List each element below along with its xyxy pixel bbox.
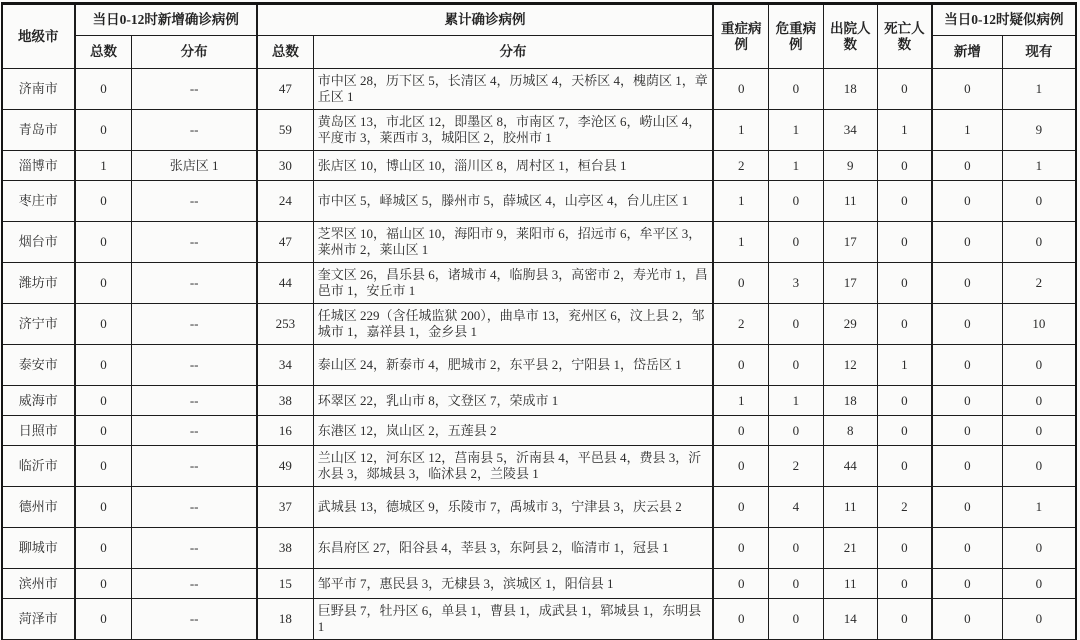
cell-cumulative-distribution: 环翠区 22，乳山市 8，文登区 7，荣成市 1 [313, 386, 713, 416]
cell-cumulative-total: 38 [257, 386, 313, 416]
cell-new-total: 0 [75, 569, 132, 599]
header-new-dist: 分布 [132, 36, 257, 69]
cell-cumulative-total: 24 [257, 181, 313, 222]
cell-new-total: 0 [75, 222, 132, 263]
cell-suspected-existing: 10 [1002, 304, 1076, 345]
cell-city: 烟台市 [2, 222, 75, 263]
header-cum-total: 总数 [257, 36, 313, 69]
header-severe: 重症病例 [713, 4, 768, 69]
cell-suspected-new: 0 [932, 528, 1003, 569]
cell-suspected-new: 0 [932, 181, 1003, 222]
cell-suspected-existing: 1 [1002, 69, 1076, 110]
table-row [2, 110, 1076, 151]
cell-deaths: 0 [877, 263, 931, 304]
cell-new-total: 0 [75, 69, 132, 110]
cell-critical: 1 [769, 386, 823, 416]
cell-deaths: 0 [877, 416, 931, 446]
cell-critical: 0 [769, 222, 823, 263]
cell-cumulative-distribution: 奎文区 26，昌乐县 6，诸城市 4，临朐县 3，高密市 2，寿光市 1，昌邑市 1，安丘市 1 [313, 263, 713, 304]
header-suspected-new: 新增 [932, 36, 1003, 69]
cell-deaths: 0 [877, 446, 931, 487]
cell-severe: 0 [713, 446, 768, 487]
cell-cumulative-total: 253 [257, 304, 313, 345]
cell-suspected-new: 0 [932, 151, 1003, 181]
cell-city: 日照市 [2, 416, 75, 446]
header-city: 地级市 [2, 4, 75, 69]
cell-suspected-existing: 1 [1002, 487, 1076, 528]
cell-city: 济南市 [2, 69, 75, 110]
cell-cumulative-total: 15 [257, 569, 313, 599]
cell-cumulative-distribution: 市中区 5，峄城区 5，滕州市 5，薛城区 4，山亭区 4，台儿庄区 1 [313, 181, 713, 222]
cell-cumulative-distribution: 邹平市 7，惠民县 3，无棣县 3，滨城区 1，阳信县 1 [313, 569, 713, 599]
header-critical: 危重病例 [769, 4, 823, 69]
cell-deaths: 2 [877, 487, 931, 528]
cell-new-total: 0 [75, 181, 132, 222]
cell-severe: 0 [713, 599, 768, 640]
cell-cumulative-total: 47 [257, 222, 313, 263]
cell-suspected-existing: 0 [1002, 181, 1076, 222]
table-row [2, 151, 1076, 181]
cell-discharged: 18 [823, 69, 877, 110]
table-row [2, 69, 1076, 110]
table-row [2, 569, 1076, 599]
cell-critical: 1 [769, 151, 823, 181]
cell-suspected-existing: 2 [1002, 263, 1076, 304]
cell-deaths: 0 [877, 151, 931, 181]
cell-new-distribution: 张店区 1 [132, 151, 257, 181]
cell-severe: 1 [713, 222, 768, 263]
cell-new-total: 0 [75, 416, 132, 446]
cell-critical: 0 [769, 528, 823, 569]
cell-city: 泰安市 [2, 345, 75, 386]
cell-critical: 2 [769, 446, 823, 487]
city-epidemic-table [1, 2, 1077, 640]
table-row [2, 487, 1076, 528]
cell-deaths: 0 [877, 181, 931, 222]
cell-severe: 2 [713, 304, 768, 345]
cell-new-distribution: -- [132, 69, 257, 110]
cell-critical: 0 [769, 304, 823, 345]
cell-new-distribution: -- [132, 263, 257, 304]
cell-city: 枣庄市 [2, 181, 75, 222]
cell-suspected-new: 0 [932, 304, 1003, 345]
cell-cumulative-distribution: 张店区 10，博山区 10，淄川区 8，周村区 1，桓台县 1 [313, 151, 713, 181]
cell-deaths: 0 [877, 528, 931, 569]
cell-new-distribution: -- [132, 599, 257, 640]
cell-cumulative-distribution: 泰山区 24，新泰市 4，肥城市 2，东平县 2，宁阳县 1，岱岳区 1 [313, 345, 713, 386]
cell-cumulative-total: 49 [257, 446, 313, 487]
cell-suspected-new: 0 [932, 386, 1003, 416]
cell-new-total: 0 [75, 528, 132, 569]
header-suspected-group: 当日0-12时疑似病例 [932, 4, 1076, 36]
cell-deaths: 0 [877, 569, 931, 599]
cell-suspected-new: 0 [932, 69, 1003, 110]
cell-severe: 0 [713, 487, 768, 528]
table-row [2, 263, 1076, 304]
cell-suspected-existing: 0 [1002, 569, 1076, 599]
cell-city: 德州市 [2, 487, 75, 528]
cell-suspected-existing: 0 [1002, 528, 1076, 569]
cell-city: 淄博市 [2, 151, 75, 181]
cell-deaths: 0 [877, 69, 931, 110]
cell-suspected-existing: 0 [1002, 599, 1076, 640]
cell-cumulative-distribution: 芝罘区 10，福山区 10，海阳市 9，莱阳市 6，招远市 6，牟平区 3，莱州市 2，莱山区 1 [313, 222, 713, 263]
table-row [2, 386, 1076, 416]
cell-suspected-existing: 0 [1002, 386, 1076, 416]
cell-suspected-new: 0 [932, 569, 1003, 599]
cell-deaths: 0 [877, 304, 931, 345]
cell-new-total: 0 [75, 386, 132, 416]
cell-cumulative-distribution: 武城县 13，德城区 9，乐陵市 7，禹城市 3，宁津县 3，庆云县 2 [313, 487, 713, 528]
cell-suspected-existing: 0 [1002, 345, 1076, 386]
cell-new-distribution: -- [132, 222, 257, 263]
cell-suspected-new: 0 [932, 345, 1003, 386]
cell-deaths: 1 [877, 345, 931, 386]
table-row [2, 304, 1076, 345]
table-row [2, 222, 1076, 263]
cell-critical: 0 [769, 345, 823, 386]
cell-cumulative-total: 38 [257, 528, 313, 569]
cell-cumulative-distribution: 巨野县 7，牡丹区 6，单县 1，曹县 1，成武县 1，郓城县 1，东明县 1 [313, 599, 713, 640]
cell-city: 济宁市 [2, 304, 75, 345]
cell-discharged: 17 [823, 222, 877, 263]
cell-suspected-new: 0 [932, 599, 1003, 640]
cell-discharged: 21 [823, 528, 877, 569]
cell-cumulative-total: 30 [257, 151, 313, 181]
cell-cumulative-total: 37 [257, 487, 313, 528]
cell-city: 聊城市 [2, 528, 75, 569]
header-new-total: 总数 [75, 36, 132, 69]
cell-discharged: 8 [823, 416, 877, 446]
cell-new-total: 0 [75, 110, 132, 151]
cell-new-total: 1 [75, 151, 132, 181]
cell-cumulative-total: 59 [257, 110, 313, 151]
cell-suspected-new: 1 [932, 110, 1003, 151]
cell-cumulative-distribution: 东昌府区 27，阳谷县 4，莘县 3，东阿县 2，临清市 1，冠县 1 [313, 528, 713, 569]
cell-discharged: 34 [823, 110, 877, 151]
cell-severe: 1 [713, 110, 768, 151]
cell-city: 菏泽市 [2, 599, 75, 640]
cell-city: 临沂市 [2, 446, 75, 487]
cell-critical: 1 [769, 110, 823, 151]
header-cumulative-group: 累计确诊病例 [257, 4, 713, 36]
cell-suspected-new: 0 [932, 487, 1003, 528]
cell-suspected-existing: 1 [1002, 151, 1076, 181]
table-header [2, 4, 1076, 69]
cell-new-total: 0 [75, 487, 132, 528]
cell-new-distribution: -- [132, 181, 257, 222]
cell-discharged: 11 [823, 181, 877, 222]
header-new-cases-group: 当日0-12时新增确诊病例 [75, 4, 257, 36]
cell-discharged: 14 [823, 599, 877, 640]
cell-new-total: 0 [75, 263, 132, 304]
cell-critical: 4 [769, 487, 823, 528]
table-row [2, 599, 1076, 640]
cell-cumulative-total: 16 [257, 416, 313, 446]
cell-cumulative-total: 18 [257, 599, 313, 640]
cell-new-distribution: -- [132, 345, 257, 386]
cell-cumulative-total: 44 [257, 263, 313, 304]
cell-suspected-new: 0 [932, 263, 1003, 304]
cell-suspected-existing: 9 [1002, 110, 1076, 151]
cell-severe: 0 [713, 345, 768, 386]
cell-discharged: 9 [823, 151, 877, 181]
cell-severe: 1 [713, 386, 768, 416]
cell-city: 威海市 [2, 386, 75, 416]
cell-suspected-existing: 0 [1002, 416, 1076, 446]
cell-new-total: 0 [75, 345, 132, 386]
cell-suspected-new: 0 [932, 222, 1003, 263]
cell-critical: 0 [769, 181, 823, 222]
cell-cumulative-distribution: 黄岛区 13，市北区 12，即墨区 8，市南区 7，李沧区 6，崂山区 4，平度市 3，莱西市 3，城阳区 2，胶州市 1 [313, 110, 713, 151]
cell-discharged: 12 [823, 345, 877, 386]
epidemic-stats-page [0, 2, 1080, 634]
cell-severe: 0 [713, 569, 768, 599]
cell-critical: 0 [769, 69, 823, 110]
cell-deaths: 0 [877, 222, 931, 263]
cell-deaths: 0 [877, 599, 931, 640]
cell-new-distribution: -- [132, 110, 257, 151]
cell-severe: 1 [713, 181, 768, 222]
cell-new-distribution: -- [132, 386, 257, 416]
cell-deaths: 1 [877, 110, 931, 151]
table-row [2, 446, 1076, 487]
cell-discharged: 18 [823, 386, 877, 416]
cell-discharged: 17 [823, 263, 877, 304]
cell-cumulative-total: 34 [257, 345, 313, 386]
cell-severe: 2 [713, 151, 768, 181]
cell-discharged: 29 [823, 304, 877, 345]
table-row [2, 345, 1076, 386]
cell-city: 青岛市 [2, 110, 75, 151]
header-cum-dist: 分布 [313, 36, 713, 69]
cell-critical: 0 [769, 569, 823, 599]
cell-discharged: 11 [823, 487, 877, 528]
cell-severe: 0 [713, 528, 768, 569]
cell-cumulative-distribution: 东港区 12，岚山区 2，五莲县 2 [313, 416, 713, 446]
cell-suspected-existing: 0 [1002, 446, 1076, 487]
table-row [2, 528, 1076, 569]
cell-discharged: 11 [823, 569, 877, 599]
cell-cumulative-total: 47 [257, 69, 313, 110]
header-suspected-existing: 现有 [1002, 36, 1076, 69]
cell-new-distribution: -- [132, 416, 257, 446]
cell-suspected-new: 0 [932, 416, 1003, 446]
cell-new-total: 0 [75, 304, 132, 345]
cell-critical: 3 [769, 263, 823, 304]
cell-new-total: 0 [75, 599, 132, 640]
cell-severe: 0 [713, 263, 768, 304]
table-row [2, 416, 1076, 446]
cell-suspected-new: 0 [932, 446, 1003, 487]
cell-new-distribution: -- [132, 487, 257, 528]
cell-new-distribution: -- [132, 446, 257, 487]
cell-new-distribution: -- [132, 304, 257, 345]
cell-severe: 0 [713, 416, 768, 446]
header-discharged: 出院人数 [823, 4, 877, 69]
table-body [2, 69, 1076, 640]
cell-critical: 0 [769, 599, 823, 640]
cell-city: 滨州市 [2, 569, 75, 599]
header-deaths: 死亡人数 [877, 4, 931, 69]
cell-cumulative-distribution: 市中区 28，历下区 5，长清区 4，历城区 4，天桥区 4，槐荫区 1，章丘区 1 [313, 69, 713, 110]
cell-new-distribution: -- [132, 528, 257, 569]
cell-cumulative-distribution: 任城区 229（含任城监狱 200），曲阜市 13，兖州区 6，汶上县 2，邹城市 1，嘉祥县 1，金乡县 1 [313, 304, 713, 345]
cell-critical: 0 [769, 416, 823, 446]
cell-cumulative-distribution: 兰山区 12，河东区 12，莒南县 5，沂南县 4，平邑县 4，费县 3，沂水县 3，郯城县 3，临沭县 2，兰陵县 1 [313, 446, 713, 487]
cell-severe: 0 [713, 69, 768, 110]
cell-suspected-existing: 0 [1002, 222, 1076, 263]
table-row [2, 181, 1076, 222]
cell-city: 潍坊市 [2, 263, 75, 304]
cell-new-total: 0 [75, 446, 132, 487]
cell-deaths: 0 [877, 386, 931, 416]
cell-new-distribution: -- [132, 569, 257, 599]
cell-discharged: 44 [823, 446, 877, 487]
